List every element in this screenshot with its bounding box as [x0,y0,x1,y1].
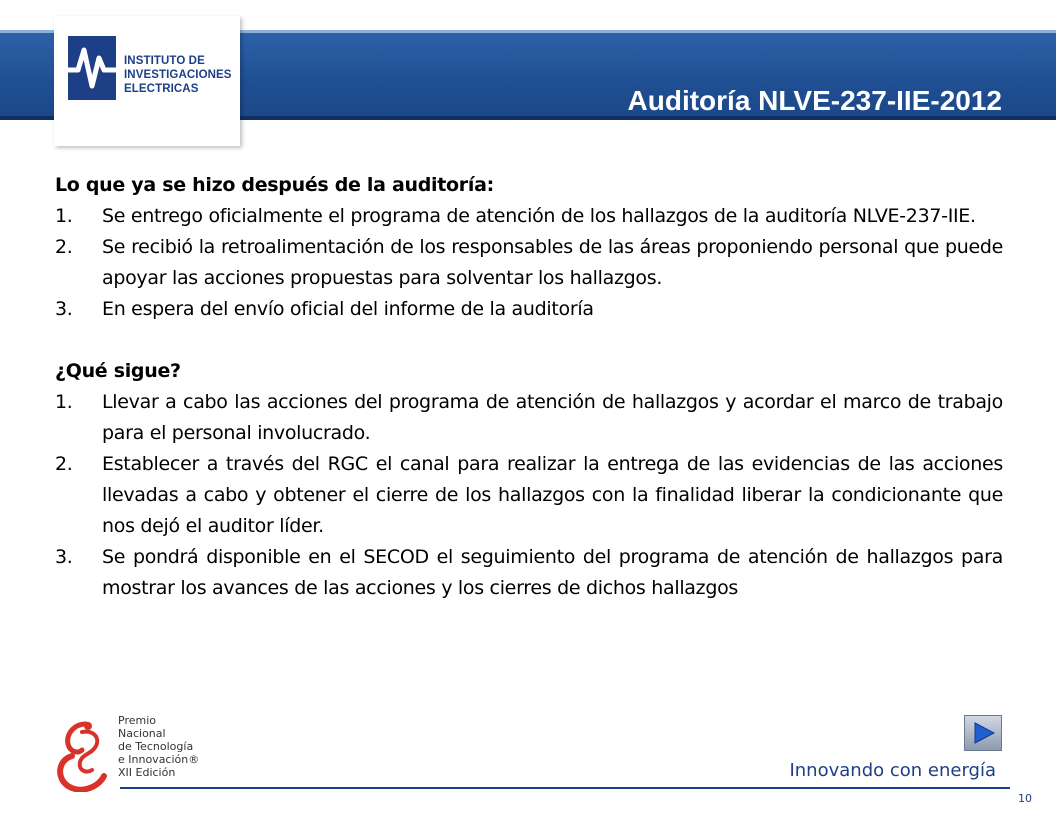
list-item-number: 1. [55,205,73,227]
section-heading-next: ¿Qué sigue? [55,360,181,382]
page-number: 10 [1018,792,1032,805]
iie-logo-line-2: INVESTIGACIONES [124,69,232,81]
list-item [55,201,1003,232]
award-text [118,714,199,779]
list-item-number: 1. [55,391,73,413]
list-item-number: 3. [55,298,73,320]
slide-content [55,170,1003,604]
footer-divider [120,787,1010,789]
iie-logo-mark-icon [68,36,116,100]
award-line-1: Premio [118,714,156,727]
list-item [55,387,1003,449]
list-item [55,294,1003,325]
list-item-text: Llevar a cabo las acciones del programa de atención de hallazgos y acordar el marco de trabajo para el personal involucrado. [102,391,1003,444]
iie-logo-line-1: INSTITUTO DE [124,55,205,67]
list-item-number: 2. [55,236,73,258]
list-item-text: Establecer a través del RGC el canal para realizar la entrega de las evidencias de las acciones llevadas a cabo y obtener el cierre de los hallazgos con la finalidad liberar la condicionante que nos dejó el auditor líder. [102,453,1003,537]
section-heading-done: Lo que ya se hizo después de la auditoría: [55,174,494,196]
list-item-text: Se entrego oficialmente el programa de atención de los hallazgos de la auditoría NLVE-237-IIE. [102,205,976,227]
award-emblem-icon [52,716,116,792]
award-line-2: Nacional [118,727,166,740]
slide-title: Auditoría NLVE-237-IIE-2012 [627,85,1002,116]
award-line-4: e Innovación® [118,753,200,766]
list-item [55,232,1003,294]
iie-logo-line-3: ELECTRICAS [124,83,199,95]
list-item-text: Se recibió la retroalimentación de los responsables de las áreas proponiendo personal que puede apoyar las acciones propuestas para solventar los hallazgos. [102,236,1003,289]
list-item-text: Se pondrá disponible en el SECOD el seguimiento del programa de atención de hallazgos para mostrar los avances de las acciones y los cierres de dichos hallazgos [102,546,1003,599]
list-item-number: 2. [55,453,73,475]
list-item-text: En espera del envío oficial del informe de la auditoría [102,298,594,320]
section-spacer [55,325,1003,356]
done-list [55,201,1003,325]
next-steps-list [55,387,1003,604]
list-item [55,542,1003,604]
list-item [55,449,1003,542]
next-slide-button[interactable] [964,715,1002,751]
iie-logo-text [124,54,232,96]
tagline: Innovando con energía [789,760,996,781]
iie-logo [54,16,240,146]
award-line-3: de Tecnología [118,740,194,753]
play-right-icon [973,722,995,744]
award-logo [52,712,202,792]
list-item-number: 3. [55,546,73,568]
award-line-5: XII Edición [118,766,176,779]
